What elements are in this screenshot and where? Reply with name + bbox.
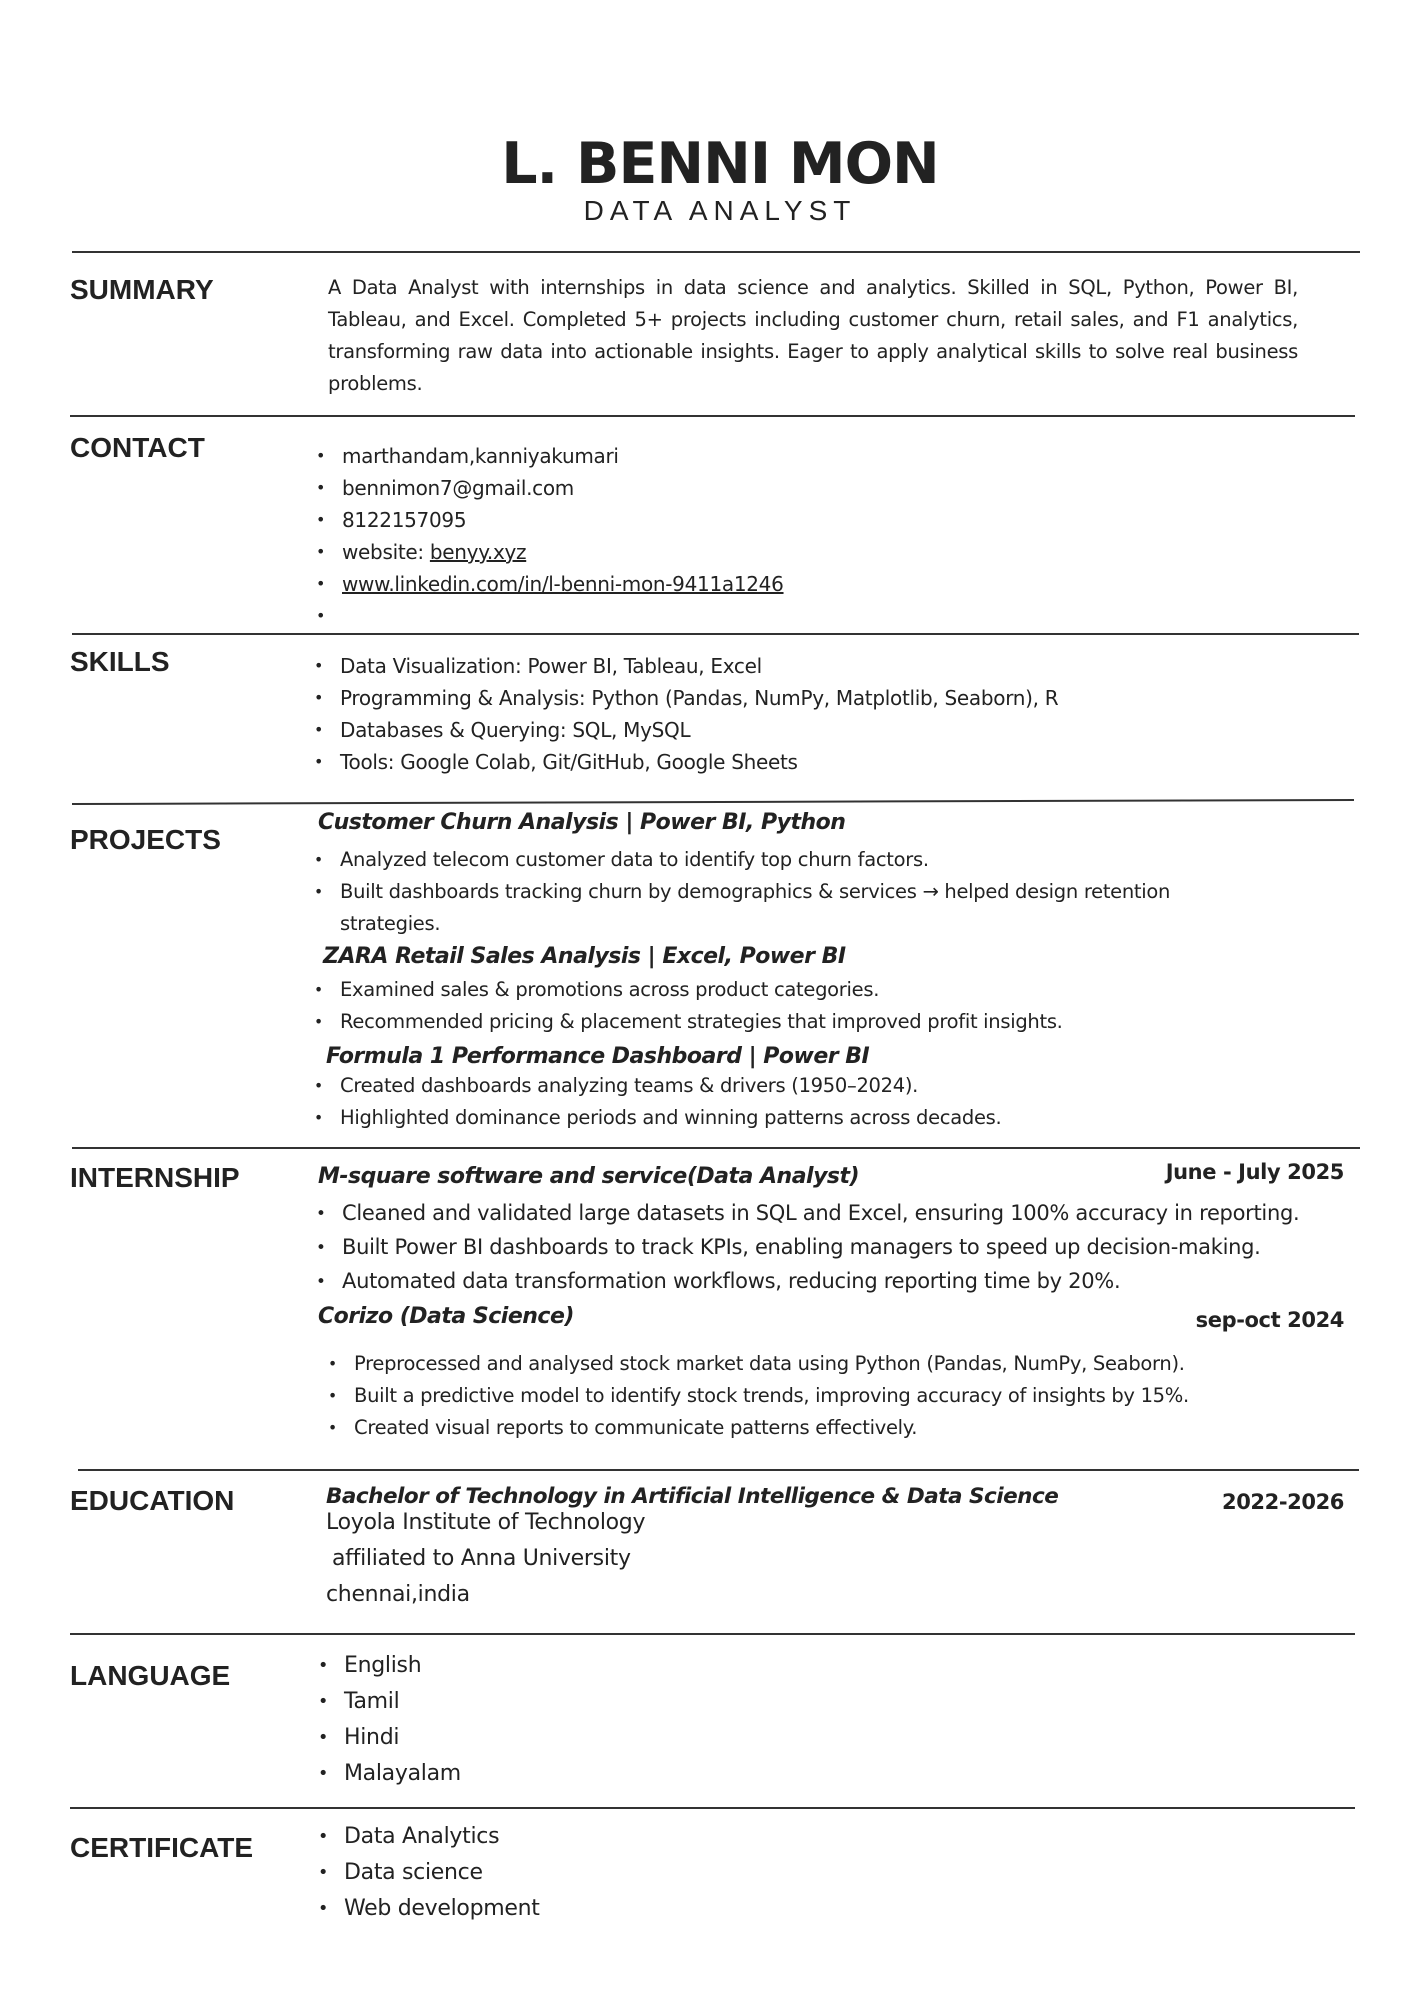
project-bullets bbox=[314, 1070, 1001, 1134]
contact-linkedin bbox=[316, 568, 1316, 600]
list-item: • Hindi bbox=[318, 1720, 461, 1756]
list-item: • Tamil bbox=[318, 1684, 461, 1720]
list-item: • Data Visualization: Power BI, Tableau, Excel bbox=[314, 650, 1058, 682]
list-item: • Programming & Analysis: Python (Pandas, NumPy, Matplotlib, Seaborn), R bbox=[314, 682, 1058, 714]
list-item: • Examined sales & promotions across product categories. bbox=[314, 974, 1063, 1006]
project-bullets bbox=[314, 974, 1063, 1038]
list-item: • Analyzed telecom customer data to identify top churn factors. bbox=[314, 844, 1194, 876]
list-item: • Cleaned and validated large datasets in SQL and Excel, ensuring 100% accuracy in reporting. bbox=[316, 1196, 1299, 1230]
website-link[interactable]: benyy.xyz bbox=[429, 540, 527, 564]
list-item: • Malayalam bbox=[318, 1756, 461, 1792]
list-item: • Built a predictive model to identify stock trends, improving accuracy of insights by 15%. bbox=[328, 1380, 1189, 1412]
institute-location: chennai,india bbox=[326, 1582, 470, 1607]
internship-heading: INTERNSHIP bbox=[70, 1162, 240, 1193]
contact-list bbox=[316, 440, 1316, 600]
project-title: Formula 1 Performance Dashboard | Power BI bbox=[326, 1044, 870, 1069]
divider bbox=[70, 1807, 1355, 1809]
degree-title: Bachelor of Technology in Artificial Intelligence & Data Science bbox=[326, 1484, 1059, 1509]
list-item: • Created dashboards analyzing teams & drivers (1950–2024). bbox=[314, 1070, 1001, 1102]
contact-phone: • 8122157095 bbox=[316, 504, 1316, 536]
education-heading: EDUCATION bbox=[70, 1485, 235, 1516]
divider bbox=[78, 1469, 1359, 1471]
internship-title: Corizo (Data Science) bbox=[318, 1304, 574, 1329]
internship-bullets bbox=[328, 1348, 1189, 1444]
skills-list bbox=[314, 650, 1058, 778]
skills-heading: SKILLS bbox=[70, 646, 170, 677]
certificate-heading: CERTIFICATE bbox=[70, 1832, 254, 1863]
divider bbox=[72, 633, 1359, 635]
internship-date: June - July 2025 bbox=[1165, 1160, 1344, 1184]
contact-email[interactable]: • bennimon7@gmail.com bbox=[316, 472, 1316, 504]
language-list bbox=[318, 1648, 461, 1792]
divider bbox=[72, 1147, 1360, 1149]
project-title: ZARA Retail Sales Analysis | Excel, Power BI bbox=[323, 944, 846, 969]
contact-website: • website: benyy.xyz bbox=[316, 536, 1316, 568]
project-title: Customer Churn Analysis | Power BI, Python bbox=[318, 810, 846, 835]
candidate-role: DATA ANALYST bbox=[583, 195, 857, 226]
candidate-name: L. BENNI MON bbox=[501, 131, 939, 197]
internship-bullets bbox=[316, 1196, 1299, 1298]
list-item: • Data science bbox=[318, 1855, 540, 1891]
divider bbox=[70, 1633, 1355, 1635]
list-item: • Built dashboards tracking churn by demographics & services → helped design retention strategies. bbox=[314, 876, 1194, 940]
projects-heading: PROJECTS bbox=[70, 824, 221, 855]
list-item: • Web development bbox=[318, 1891, 540, 1927]
list-item: • Tools: Google Colab, Git/GitHub, Google Sheets bbox=[314, 746, 1058, 778]
certificate-list bbox=[318, 1819, 540, 1927]
list-item: • Databases & Querying: SQL, MySQL bbox=[314, 714, 1058, 746]
list-item: • Preprocessed and analysed stock market data using Python (Pandas, NumPy, Seaborn). bbox=[328, 1348, 1189, 1380]
list-item: • Recommended pricing & placement strategies that improved profit insights. bbox=[314, 1006, 1063, 1038]
project-bullets bbox=[314, 844, 1194, 940]
institute-affiliation: affiliated to Anna University bbox=[332, 1546, 631, 1571]
list-item: • Created visual reports to communicate patterns effectively. bbox=[328, 1412, 1189, 1444]
education-date: 2022-2026 bbox=[1221, 1490, 1344, 1514]
summary-heading: SUMMARY bbox=[70, 274, 214, 305]
contact-heading: CONTACT bbox=[70, 432, 205, 463]
institute-name: Loyola Institute of Technology bbox=[326, 1510, 646, 1535]
summary-text: A Data Analyst with internships in data science and analytics. Skilled in SQL, Python, Power BI, Tableau, and Excel. Completed 5+ projects including customer churn, retail sales, and F1 analytics, transforming raw data into actionable insights. Eager to apply analytical skills to solve real business problems. bbox=[328, 276, 1298, 395]
list-item: • Highlighted dominance periods and winning patterns across decades. bbox=[314, 1102, 1001, 1134]
list-item: • Automated data transformation workflows, reducing reporting time by 20%. bbox=[316, 1264, 1299, 1298]
list-item: • Built Power BI dashboards to track KPIs, enabling managers to speed up decision-making. bbox=[316, 1230, 1299, 1264]
contact-location: • marthandam,kanniyakumari bbox=[316, 440, 1316, 472]
divider bbox=[72, 799, 1354, 805]
internship-date: sep-oct 2024 bbox=[1195, 1308, 1344, 1332]
divider bbox=[70, 415, 1355, 417]
list-item: • English bbox=[318, 1648, 461, 1684]
divider bbox=[72, 251, 1360, 253]
language-heading: LANGUAGE bbox=[70, 1660, 231, 1691]
internship-title: M-square software and service(Data Analyst) bbox=[318, 1164, 860, 1189]
linkedin-link[interactable]: www.linkedin.com/in/l-benni-mon-9411a1246 bbox=[342, 572, 784, 596]
list-item: • Data Analytics bbox=[318, 1819, 540, 1855]
